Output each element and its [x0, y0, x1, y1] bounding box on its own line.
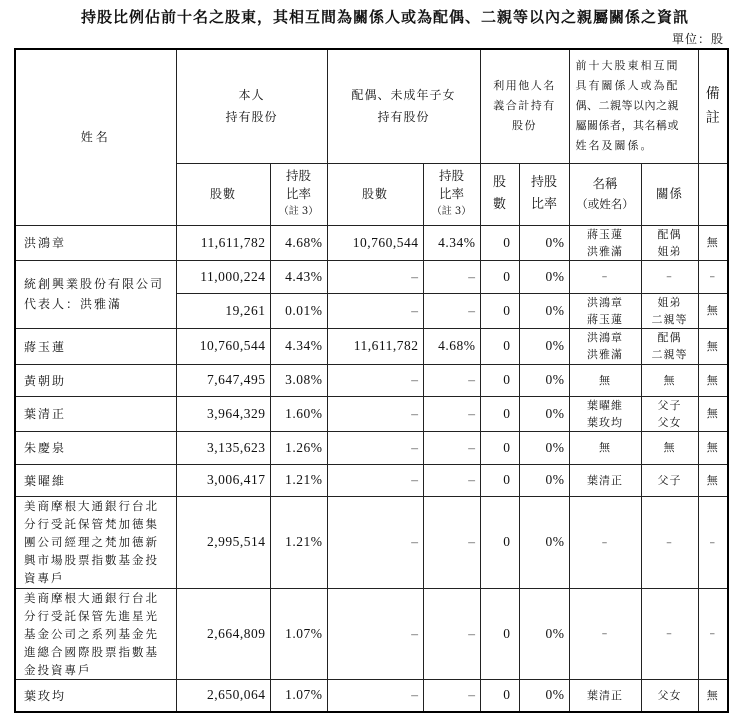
- relationship-1: 姐弟: [657, 295, 682, 309]
- table-row: [15, 431, 728, 464]
- shareholder-name: [15, 260, 176, 328]
- table-row: [15, 396, 728, 431]
- shareholder-name: 蔣玉蓮: [15, 328, 176, 364]
- others-ratio: 0%: [519, 464, 569, 496]
- header-remark: [698, 49, 728, 163]
- shareholder-name-line1: 統創興業股份有限公司: [24, 277, 165, 291]
- related-name-2: 葉玫均: [587, 415, 623, 429]
- others-shares: 0: [480, 396, 519, 431]
- others-ratio: 0%: [519, 328, 569, 364]
- spouse-ratio: –: [423, 588, 480, 679]
- remark: 無: [698, 679, 728, 712]
- remark: –: [698, 588, 728, 679]
- header-spouse-shares-label: 股數: [361, 187, 388, 201]
- self-shares: 2,650,064: [176, 679, 270, 712]
- table-row: [15, 328, 728, 364]
- relationship: –: [641, 260, 698, 293]
- header-remark-line1: 備: [705, 86, 720, 103]
- spouse-shares: –: [327, 293, 423, 328]
- self-ratio: 1.21%: [270, 496, 327, 588]
- self-shares: 11,611,782: [176, 225, 270, 260]
- shareholder-name-line: 美商摩根大通銀行台北: [24, 499, 159, 513]
- relationship: 父子: [641, 464, 698, 496]
- table-row: [15, 679, 728, 712]
- header-others-shares-line2: 數: [492, 197, 506, 212]
- spouse-shares: –: [327, 496, 423, 588]
- remark: 無: [698, 225, 728, 260]
- others-ratio: 0%: [519, 260, 569, 293]
- others-ratio: 0%: [519, 293, 569, 328]
- self-shares: 11,000,224: [176, 260, 270, 293]
- others-shares: 0: [480, 588, 519, 679]
- spouse-shares: 11,611,782: [327, 328, 423, 364]
- related-name-1: 葉曜維: [587, 398, 623, 412]
- shareholder-name-line: 美商摩根大通銀行台北: [24, 590, 159, 605]
- others-ratio: 0%: [519, 431, 569, 464]
- shareholder-name: 朱慶泉: [15, 431, 176, 464]
- spouse-ratio: –: [423, 396, 480, 431]
- related-name-2: 洪雅滿: [587, 244, 623, 258]
- header-spouse-holding: [327, 49, 480, 163]
- header-spouse-ratio: [423, 163, 480, 225]
- shareholder-name-line: 興市場股票指數基金投: [24, 553, 159, 567]
- header-spouse-ratio-line2: 比率: [438, 186, 464, 201]
- self-ratio: 1.07%: [270, 679, 327, 712]
- remark: –: [698, 496, 728, 588]
- header-self-line1: 本人: [238, 88, 265, 103]
- shareholder-name: 葉玫均: [15, 679, 176, 712]
- related-name-1: 蔣玉蓮: [587, 227, 623, 241]
- header-others-ratio-line2: 比率: [530, 197, 557, 212]
- header-self-shares-label: 股數: [209, 187, 236, 201]
- self-shares: 2,664,809: [176, 588, 270, 679]
- related-name: –: [569, 496, 641, 588]
- header-self-shares: [176, 163, 270, 225]
- remark: 無: [698, 328, 728, 364]
- others-shares: 0: [480, 464, 519, 496]
- self-ratio: 4.68%: [270, 225, 327, 260]
- spouse-shares: –: [327, 464, 423, 496]
- relationship-2: 二親等: [651, 348, 688, 361]
- relationship: [641, 225, 698, 260]
- header-row-1: [15, 49, 728, 163]
- self-ratio: 0.01%: [270, 293, 327, 328]
- relationship: [641, 396, 698, 431]
- shareholder-name-line: 團公司經理之梵加德新: [24, 535, 159, 549]
- spouse-shares: –: [327, 396, 423, 431]
- related-name-1: 洪鴻章: [587, 295, 623, 309]
- related-name: 無: [569, 364, 641, 396]
- shareholder-relationship-table: [14, 48, 729, 713]
- header-self-ratio-note: （註 3）: [278, 206, 319, 217]
- header-others-holding: [480, 49, 569, 163]
- shareholder-name: [15, 496, 176, 588]
- spouse-ratio: –: [423, 293, 480, 328]
- shareholder-name-line: 基金公司之系列基金先: [24, 626, 159, 641]
- spouse-ratio: –: [423, 496, 480, 588]
- shareholder-name-line: 資專戶: [24, 571, 65, 585]
- spouse-shares: –: [327, 588, 423, 679]
- shareholder-name: 葉曜維: [15, 464, 176, 496]
- relationship: –: [641, 496, 698, 588]
- others-shares: 0: [480, 431, 519, 464]
- spouse-shares: –: [327, 431, 423, 464]
- shareholder-name: [15, 588, 176, 679]
- spouse-ratio: 4.68%: [423, 328, 480, 364]
- header-spouse-ratio-note: （註 3）: [431, 206, 472, 217]
- others-ratio: 0%: [519, 396, 569, 431]
- spouse-shares: –: [327, 260, 423, 293]
- header-related-parties: [569, 49, 698, 163]
- related-name: [569, 293, 641, 328]
- spouse-ratio: –: [423, 464, 480, 496]
- header-related-line3: 偶、二親等以內之親: [575, 99, 679, 113]
- self-shares: 10,760,544: [176, 328, 270, 364]
- shareholder-name: 黃朝助: [15, 364, 176, 396]
- related-name-1: 洪鴻章: [587, 331, 623, 344]
- self-shares: 3,135,623: [176, 431, 270, 464]
- header-related-line4: 屬關係者，其名稱或: [575, 119, 679, 133]
- relationship-1: 父子: [657, 398, 682, 412]
- header-related-line2: 具有關係人或為配: [575, 79, 680, 93]
- document-title: 持股比例佔前十名之股東，其相互間為關係人或為配偶、二親等以內之親屬關係之資訊: [80, 8, 689, 26]
- header-self-ratio-line2: 比率: [285, 186, 311, 201]
- header-others-shares: [480, 163, 519, 225]
- shareholder-name-line2: 代表人：洪雅滿: [24, 297, 123, 311]
- self-ratio: 1.21%: [270, 464, 327, 496]
- table-row: [15, 260, 728, 293]
- remark: 無: [698, 293, 728, 328]
- header-related-line1: 前十大股東相互間: [575, 59, 680, 73]
- spouse-shares: –: [327, 364, 423, 396]
- header-name: [15, 49, 176, 225]
- related-name-2: 洪雅滿: [587, 348, 623, 361]
- remark: –: [698, 260, 728, 293]
- header-spouse-line2: 持有股份: [377, 110, 430, 125]
- header-spouse-line1: 配偶、未成年子女: [351, 88, 456, 103]
- relationship-1: 配偶: [657, 331, 682, 344]
- header-others-ratio: [519, 163, 569, 225]
- header-rel-relation: [641, 163, 698, 225]
- spouse-ratio: –: [423, 431, 480, 464]
- related-name: 葉清正: [569, 464, 641, 496]
- self-shares: 3,964,329: [176, 396, 270, 431]
- related-name: [569, 328, 641, 364]
- others-ratio: 0%: [519, 225, 569, 260]
- header-self-ratio-line1: 持股: [285, 168, 311, 183]
- relationship: 無: [641, 364, 698, 396]
- self-ratio: 3.08%: [270, 364, 327, 396]
- others-shares: 0: [480, 679, 519, 712]
- header-rel-name: [569, 163, 641, 225]
- others-shares: 0: [480, 225, 519, 260]
- others-shares: 0: [480, 260, 519, 293]
- header-remark-blank: [698, 163, 728, 225]
- remark: 無: [698, 396, 728, 431]
- spouse-ratio: 4.34%: [423, 225, 480, 260]
- spouse-ratio: –: [423, 260, 480, 293]
- header-rel-name-line1: 名稱: [592, 176, 618, 191]
- remark: 無: [698, 431, 728, 464]
- self-shares: 19,261: [176, 293, 270, 328]
- self-shares: 2,995,514: [176, 496, 270, 588]
- header-others-line1: 利用他人名: [493, 79, 556, 93]
- spouse-shares: 10,760,544: [327, 225, 423, 260]
- header-name-label: 姓名: [80, 130, 111, 145]
- header-others-line3: 股份: [512, 119, 537, 133]
- self-shares: 7,647,495: [176, 364, 270, 396]
- header-rel-relation-label: 關係: [655, 186, 683, 201]
- others-shares: 0: [480, 364, 519, 396]
- related-name: [569, 225, 641, 260]
- relationship: –: [641, 588, 698, 679]
- related-name: [569, 396, 641, 431]
- others-shares: 0: [480, 496, 519, 588]
- shareholder-name-line: 分行受託保管梵加德集: [24, 517, 159, 531]
- header-spouse-ratio-line1: 持股: [438, 168, 464, 183]
- shareholder-name-line: 分行受託保管先進星光: [24, 608, 159, 623]
- spouse-shares: –: [327, 679, 423, 712]
- shareholder-name: 葉清正: [15, 396, 176, 431]
- shareholder-name-line: 進總合國際股票指數基: [24, 644, 159, 659]
- self-ratio: 1.26%: [270, 431, 327, 464]
- relationship-1: 配偶: [657, 227, 682, 241]
- self-ratio: 1.07%: [270, 588, 327, 679]
- others-ratio: 0%: [519, 679, 569, 712]
- header-self-holding: [176, 49, 327, 163]
- unit-label: 單位：股: [671, 32, 724, 46]
- relationship: 父女: [641, 679, 698, 712]
- others-ratio: 0%: [519, 588, 569, 679]
- remark: 無: [698, 464, 728, 496]
- relationship: [641, 293, 698, 328]
- header-rel-name-line2: （或姓名）: [576, 197, 634, 211]
- table-row: [15, 464, 728, 496]
- others-ratio: 0%: [519, 496, 569, 588]
- related-name: 無: [569, 431, 641, 464]
- relationship-2: 父女: [657, 415, 682, 429]
- header-self-ratio: [270, 163, 327, 225]
- table-row: [15, 588, 728, 679]
- header-self-line2: 持有股份: [225, 110, 278, 125]
- table-row: [15, 496, 728, 588]
- remark: 無: [698, 364, 728, 396]
- self-ratio: 4.43%: [270, 260, 327, 293]
- spouse-ratio: –: [423, 679, 480, 712]
- relationship-2: 姐弟: [657, 244, 682, 258]
- self-ratio: 1.60%: [270, 396, 327, 431]
- relationship: 無: [641, 431, 698, 464]
- others-shares: 0: [480, 328, 519, 364]
- header-others-shares-line1: 股: [492, 175, 506, 190]
- header-related-line5: 姓名及關係。: [575, 139, 654, 153]
- table-row: [15, 225, 728, 260]
- related-name-2: 蔣玉蓮: [587, 312, 623, 326]
- self-ratio: 4.34%: [270, 328, 327, 364]
- self-shares: 3,006,417: [176, 464, 270, 496]
- table-row: [15, 364, 728, 396]
- shareholder-name-line: 金投資專戶: [24, 662, 92, 677]
- header-others-line2: 義合計持有: [493, 99, 556, 113]
- related-name: –: [569, 588, 641, 679]
- relationship: [641, 328, 698, 364]
- related-name: 葉清正: [569, 679, 641, 712]
- relationship-2: 二親等: [651, 312, 688, 326]
- header-remark-line2: 註: [705, 110, 720, 127]
- header-spouse-shares: [327, 163, 423, 225]
- related-name: –: [569, 260, 641, 293]
- shareholder-name: 洪鴻章: [15, 225, 176, 260]
- others-ratio: 0%: [519, 364, 569, 396]
- spouse-ratio: –: [423, 364, 480, 396]
- others-shares: 0: [480, 293, 519, 328]
- header-others-ratio-line1: 持股: [530, 175, 557, 190]
